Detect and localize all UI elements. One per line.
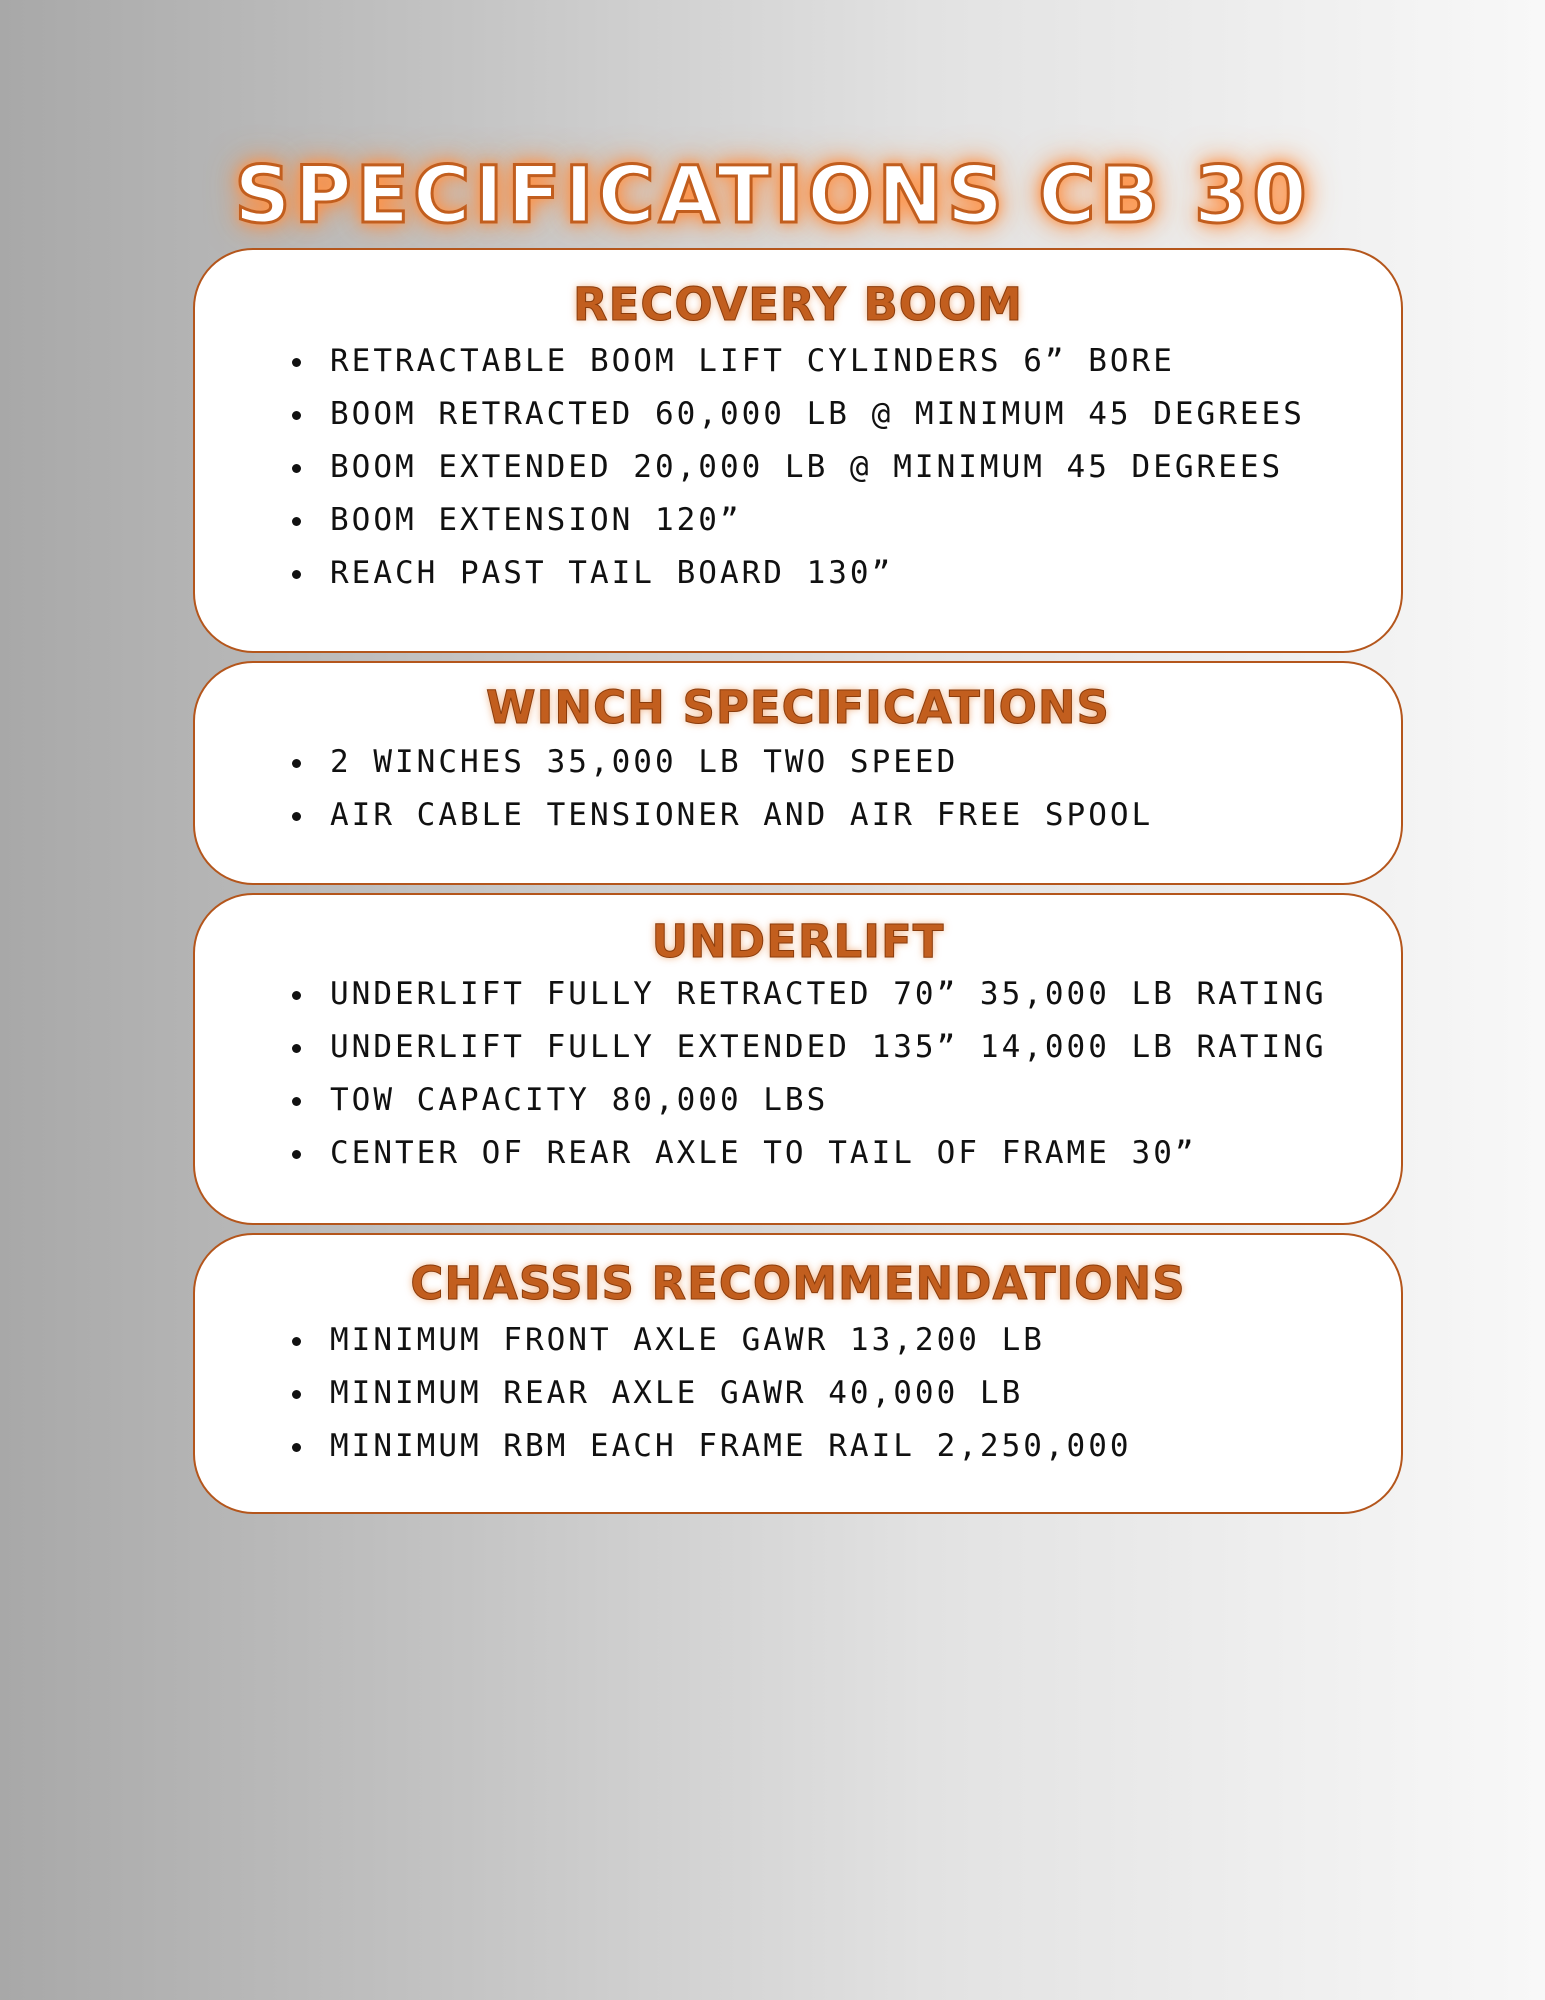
chassis-recommendations-heading: CHASSIS RECOMMENDATIONS [410,1257,1186,1310]
winch-specifications-list [195,736,1401,842]
list-item: UNDERLIFT FULLY RETRACTED 70” 35,000 LB RATING [330,968,1401,1021]
list-item: TOW CAPACITY 80,000 LBS [330,1074,1401,1127]
chassis-recommendations-card [193,1233,1403,1514]
list-item: MINIMUM REAR AXLE GAWR 40,000 LB [330,1367,1401,1420]
list-item: BOOM EXTENDED 20,000 LB @ MINIMUM 45 DEGREES [330,441,1401,494]
page-title: SPECIFICATIONS CB 30 [234,151,1311,242]
list-item: MINIMUM RBM EACH FRAME RAIL 2,250,000 [330,1420,1401,1473]
list-item: BOOM RETRACTED 60,000 LB @ MINIMUM 45 DEGREES [330,388,1401,441]
underlift-heading: UNDERLIFT [651,915,945,968]
chassis-recommendations-list [195,1314,1401,1473]
underlift-card [193,893,1403,1225]
list-item: MINIMUM FRONT AXLE GAWR 13,200 LB [330,1314,1401,1367]
winch-specifications-card [193,661,1403,885]
list-item: BOOM EXTENSION 120” [330,494,1401,547]
list-item: RETRACTABLE BOOM LIFT CYLINDERS 6” BORE [330,335,1401,388]
winch-specifications-heading: WINCH SPECIFICATIONS [486,681,1110,734]
recovery-boom-card [193,248,1403,653]
recovery-boom-heading: RECOVERY BOOM [572,278,1024,331]
list-item: REACH PAST TAIL BOARD 130” [330,547,1401,600]
list-item: CENTER OF REAR AXLE TO TAIL OF FRAME 30” [330,1127,1401,1180]
list-item: UNDERLIFT FULLY EXTENDED 135” 14,000 LB RATING [330,1021,1401,1074]
list-item: 2 WINCHES 35,000 LB TWO SPEED [330,736,1401,789]
list-item: AIR CABLE TENSIONER AND AIR FREE SPOOL [330,789,1401,842]
recovery-boom-list [195,335,1401,600]
underlift-list [195,968,1401,1180]
